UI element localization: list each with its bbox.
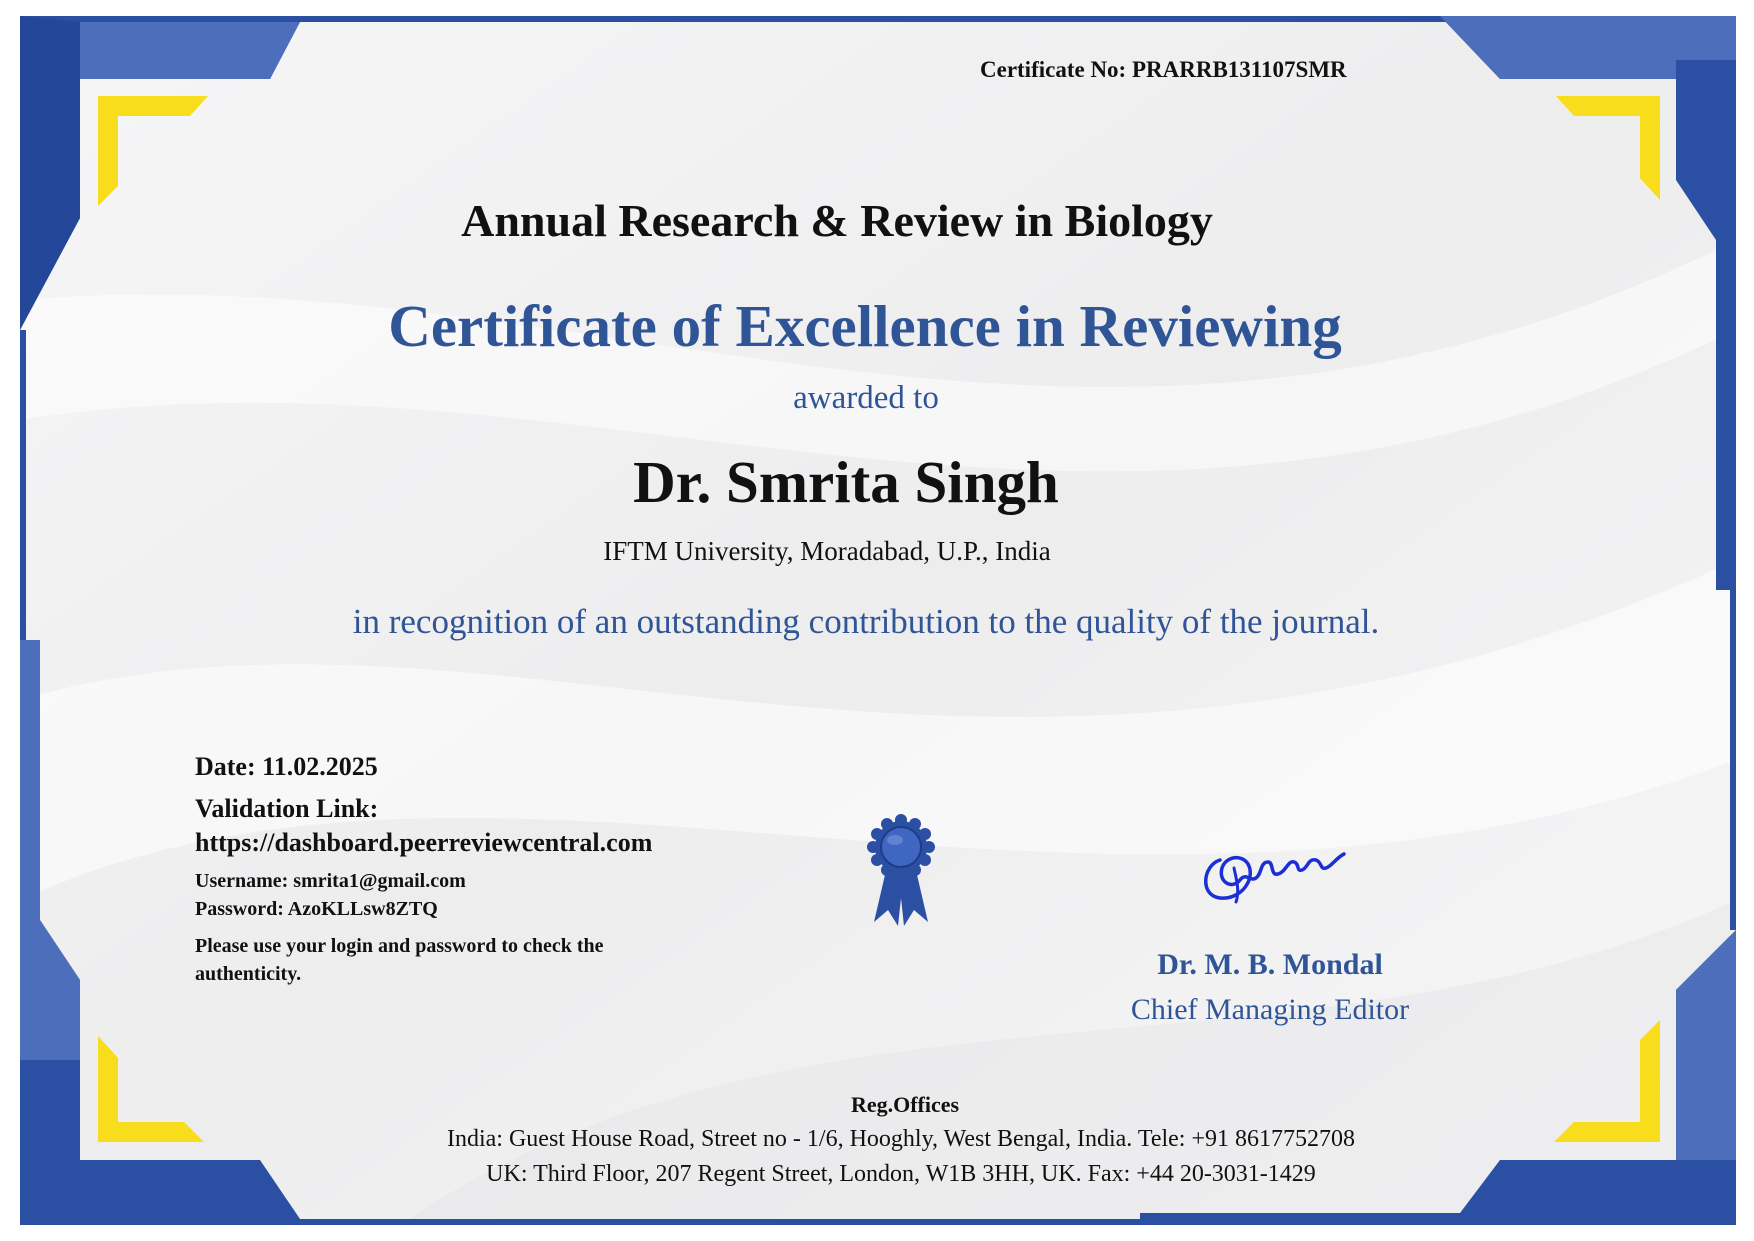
certificate-title: Certificate of Excellence in Reviewing [388, 293, 1342, 359]
recognition-statement: in recognition of an outstanding contribution to the quality of the journal. [352, 602, 1380, 641]
recipient-name: Dr. Smrita Singh [633, 449, 1059, 515]
signatory-title: Chief Managing Editor [1130, 993, 1410, 1026]
offices-heading: Reg.Offices [850, 1092, 960, 1117]
issue-date: Date: 11.02.2025 [195, 752, 378, 781]
certificate-number: Certificate No: PRARRB131107SMR [980, 57, 1347, 82]
username-line: Username: smrita1@gmail.com [195, 870, 466, 892]
office-address-uk: UK: Third Floor, 207 Regent Street, London, W1B 3HH, UK. Fax: +44 20-3031-1429 [486, 1161, 1316, 1187]
journal-title: Annual Research & Review in Biology [461, 195, 1213, 246]
password-line: Password: AzoKLLsw8ZTQ [195, 898, 438, 920]
award-ribbon-icon [866, 814, 936, 928]
validation-link[interactable]: https://dashboard.peerreviewcentral.com [195, 828, 653, 857]
awarded-to-label: awarded to [793, 380, 939, 416]
validation-link-label: Validation Link: [195, 794, 379, 823]
authenticity-note: authenticity. [195, 963, 302, 985]
office-address-india: India: Guest House Road, Street no - 1/6, Hooghly, West Bengal, India. Tele: +91 8617752708 [446, 1126, 1355, 1152]
authenticity-note: Please use your login and password to check the [195, 935, 604, 957]
signatory-name: Dr. M. B. Mondal [1157, 948, 1383, 981]
signature-mark [1196, 838, 1348, 904]
recipient-affiliation: IFTM University, Moradabad, U.P., India [603, 536, 1051, 566]
